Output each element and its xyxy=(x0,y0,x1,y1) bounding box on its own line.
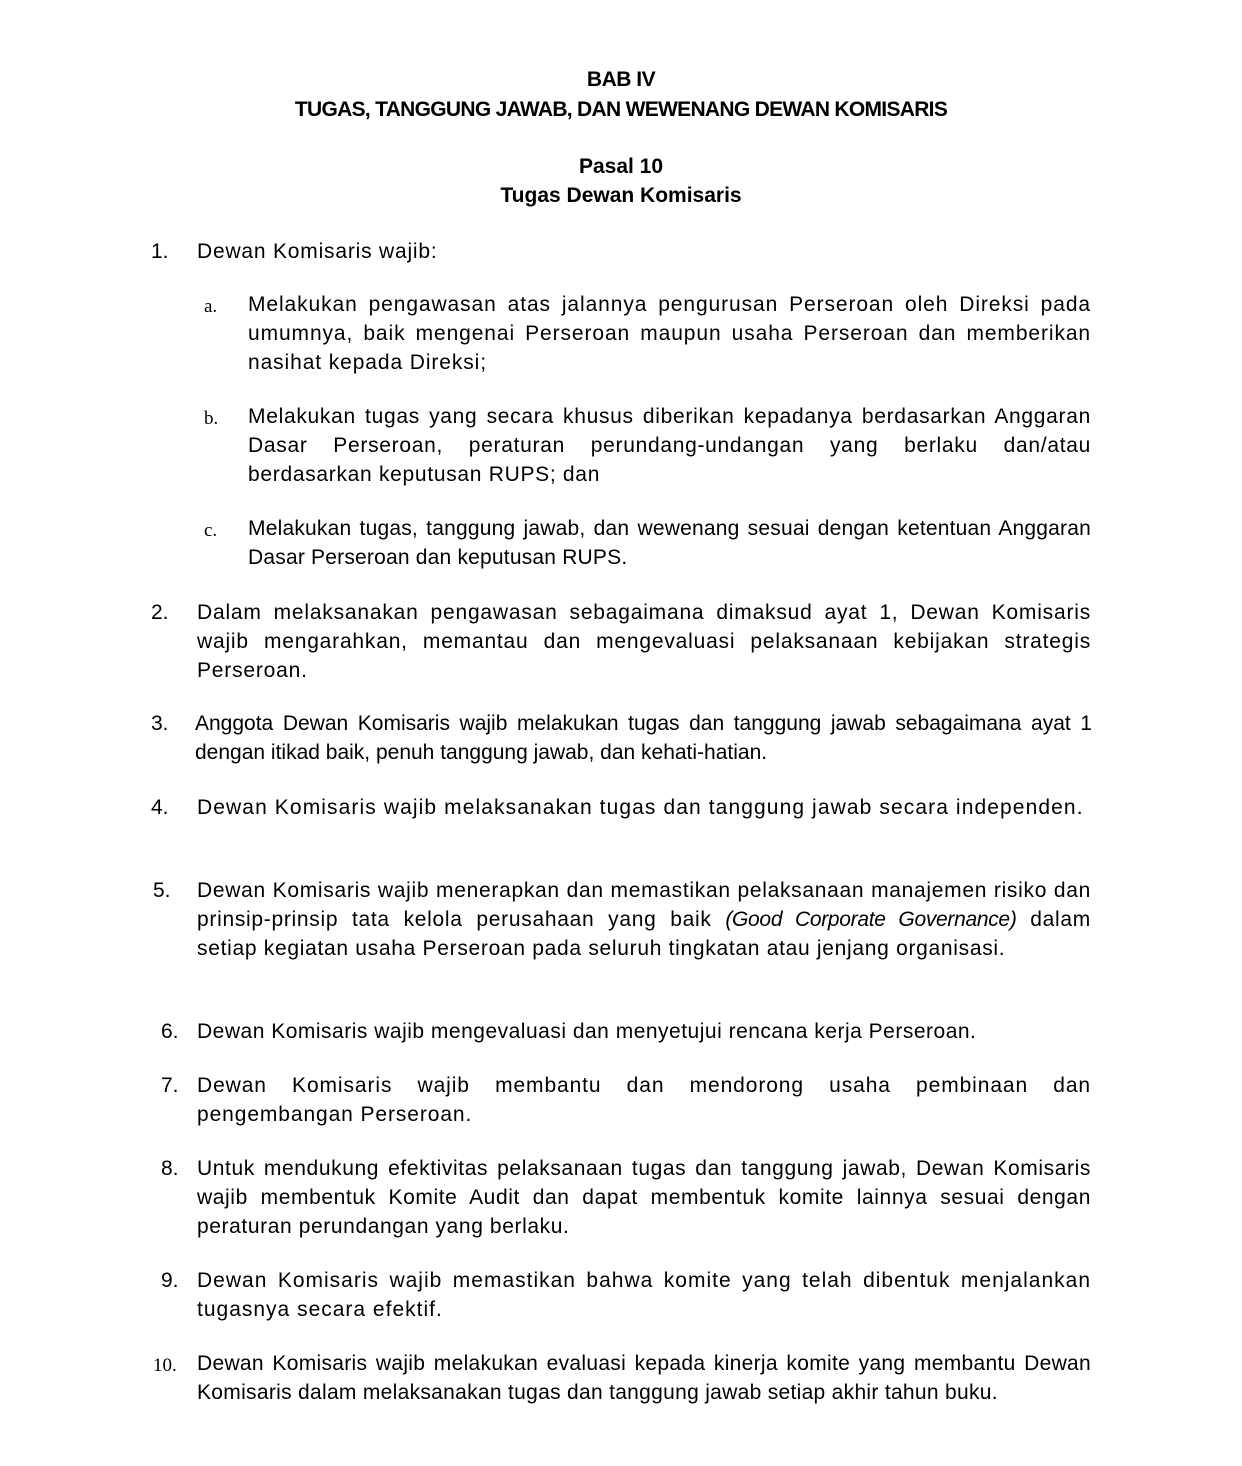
item-text: Dewan Komisaris wajib: xyxy=(197,240,438,263)
item-number: 7. xyxy=(161,1074,179,1097)
item-text-italic: (Good Corporate Governance) xyxy=(725,908,1017,931)
item-text: Dewan Komisaris wajib memastikan bahwa komite yang telah dibentuk menjalankan tugasnya secara efektif. xyxy=(197,1269,1091,1321)
sub-item-text: Melakukan pengawasan atas jalannya pengurusan Perseroan oleh Direksi pada umumnya, baik mengenai Perseroan maupun usaha Perseroan dan memberikan nasihat kepada Direksi; xyxy=(248,293,1091,374)
item-text: Dalam melaksanakan pengawasan sebagaimana dimaksud ayat 1, Dewan Komisaris wajib mengarahkan, memantau dan mengevaluasi pelaksanaan kebijakan strategis Perseroan. xyxy=(197,601,1091,682)
sub-item-text: Melakukan tugas, tanggung jawab, dan wewenang sesuai dengan ketentuan Anggaran Dasar Perseroan dan keputusan RUPS. xyxy=(248,517,1091,569)
article-title: Tugas Dewan Komisaris xyxy=(500,184,742,207)
chapter-number: BAB IV xyxy=(586,68,656,91)
item-number: 9. xyxy=(161,1269,179,1292)
item-number: 4. xyxy=(151,796,169,819)
item-number: 8. xyxy=(161,1157,179,1180)
item-text xyxy=(197,876,1091,963)
article-number: Pasal 10 xyxy=(578,155,664,178)
sub-item-letter: b. xyxy=(204,408,219,429)
sub-item-text: Melakukan tugas yang secara khusus diberikan kepadanya berdasarkan Anggaran Dasar Perseroan, peraturan perundang-undangan yang berlaku dan/atau berdasarkan keputusan RUPS; dan xyxy=(248,405,1091,486)
item-text: Dewan Komisaris wajib melaksanakan tugas dan tanggung jawab secara independen. xyxy=(197,796,1084,819)
item-number: 6. xyxy=(161,1020,179,1043)
item-number: 5. xyxy=(153,879,171,902)
item-text-before: Dewan Komisaris wajib menerapkan dan memastikan pelaksanaan manajemen risiko dan prinsip-prinsip tata kelola perusahaan yang baik xyxy=(197,879,1091,931)
item-text: Dewan Komisaris wajib melakukan evaluasi kepada kinerja komite yang membantu Dewan Komisaris dalam melaksanakan tugas dan tanggung jawab setiap akhir tahun buku. xyxy=(197,1352,1091,1404)
item-number: 10. xyxy=(153,1355,177,1376)
sub-item-letter: c. xyxy=(204,520,218,541)
sub-item-letter: a. xyxy=(204,296,218,317)
item-number: 1. xyxy=(151,240,169,263)
item-text: Dewan Komisaris wajib mengevaluasi dan menyetujui rencana kerja Perseroan. xyxy=(197,1020,977,1043)
item-number: 3. xyxy=(151,712,169,735)
item-number: 2. xyxy=(151,601,169,624)
item-text: Anggota Dewan Komisaris wajib melakukan tugas dan tanggung jawab sebagaimana ayat 1 dengan itikad baik, penuh tanggung jawab, dan kehati-hatian. xyxy=(195,712,1092,764)
item-text: Dewan Komisaris wajib membantu dan mendorong usaha pembinaan dan pengembangan Perseroan. xyxy=(197,1074,1091,1126)
chapter-title: TUGAS, TANGGUNG JAWAB, DAN WEWENANG DEWAN KOMISARIS xyxy=(294,98,948,121)
item-text-after: dalam setiap kegiatan usaha Perseroan pada seluruh tingkatan atau jenjang organisasi. xyxy=(197,908,1091,960)
item-text: Untuk mendukung efektivitas pelaksanaan tugas dan tanggung jawab, Dewan Komisaris wajib membentuk Komite Audit dan dapat membentuk komite lainnya sesuai dengan peraturan perundangan yang berlaku. xyxy=(197,1157,1091,1238)
